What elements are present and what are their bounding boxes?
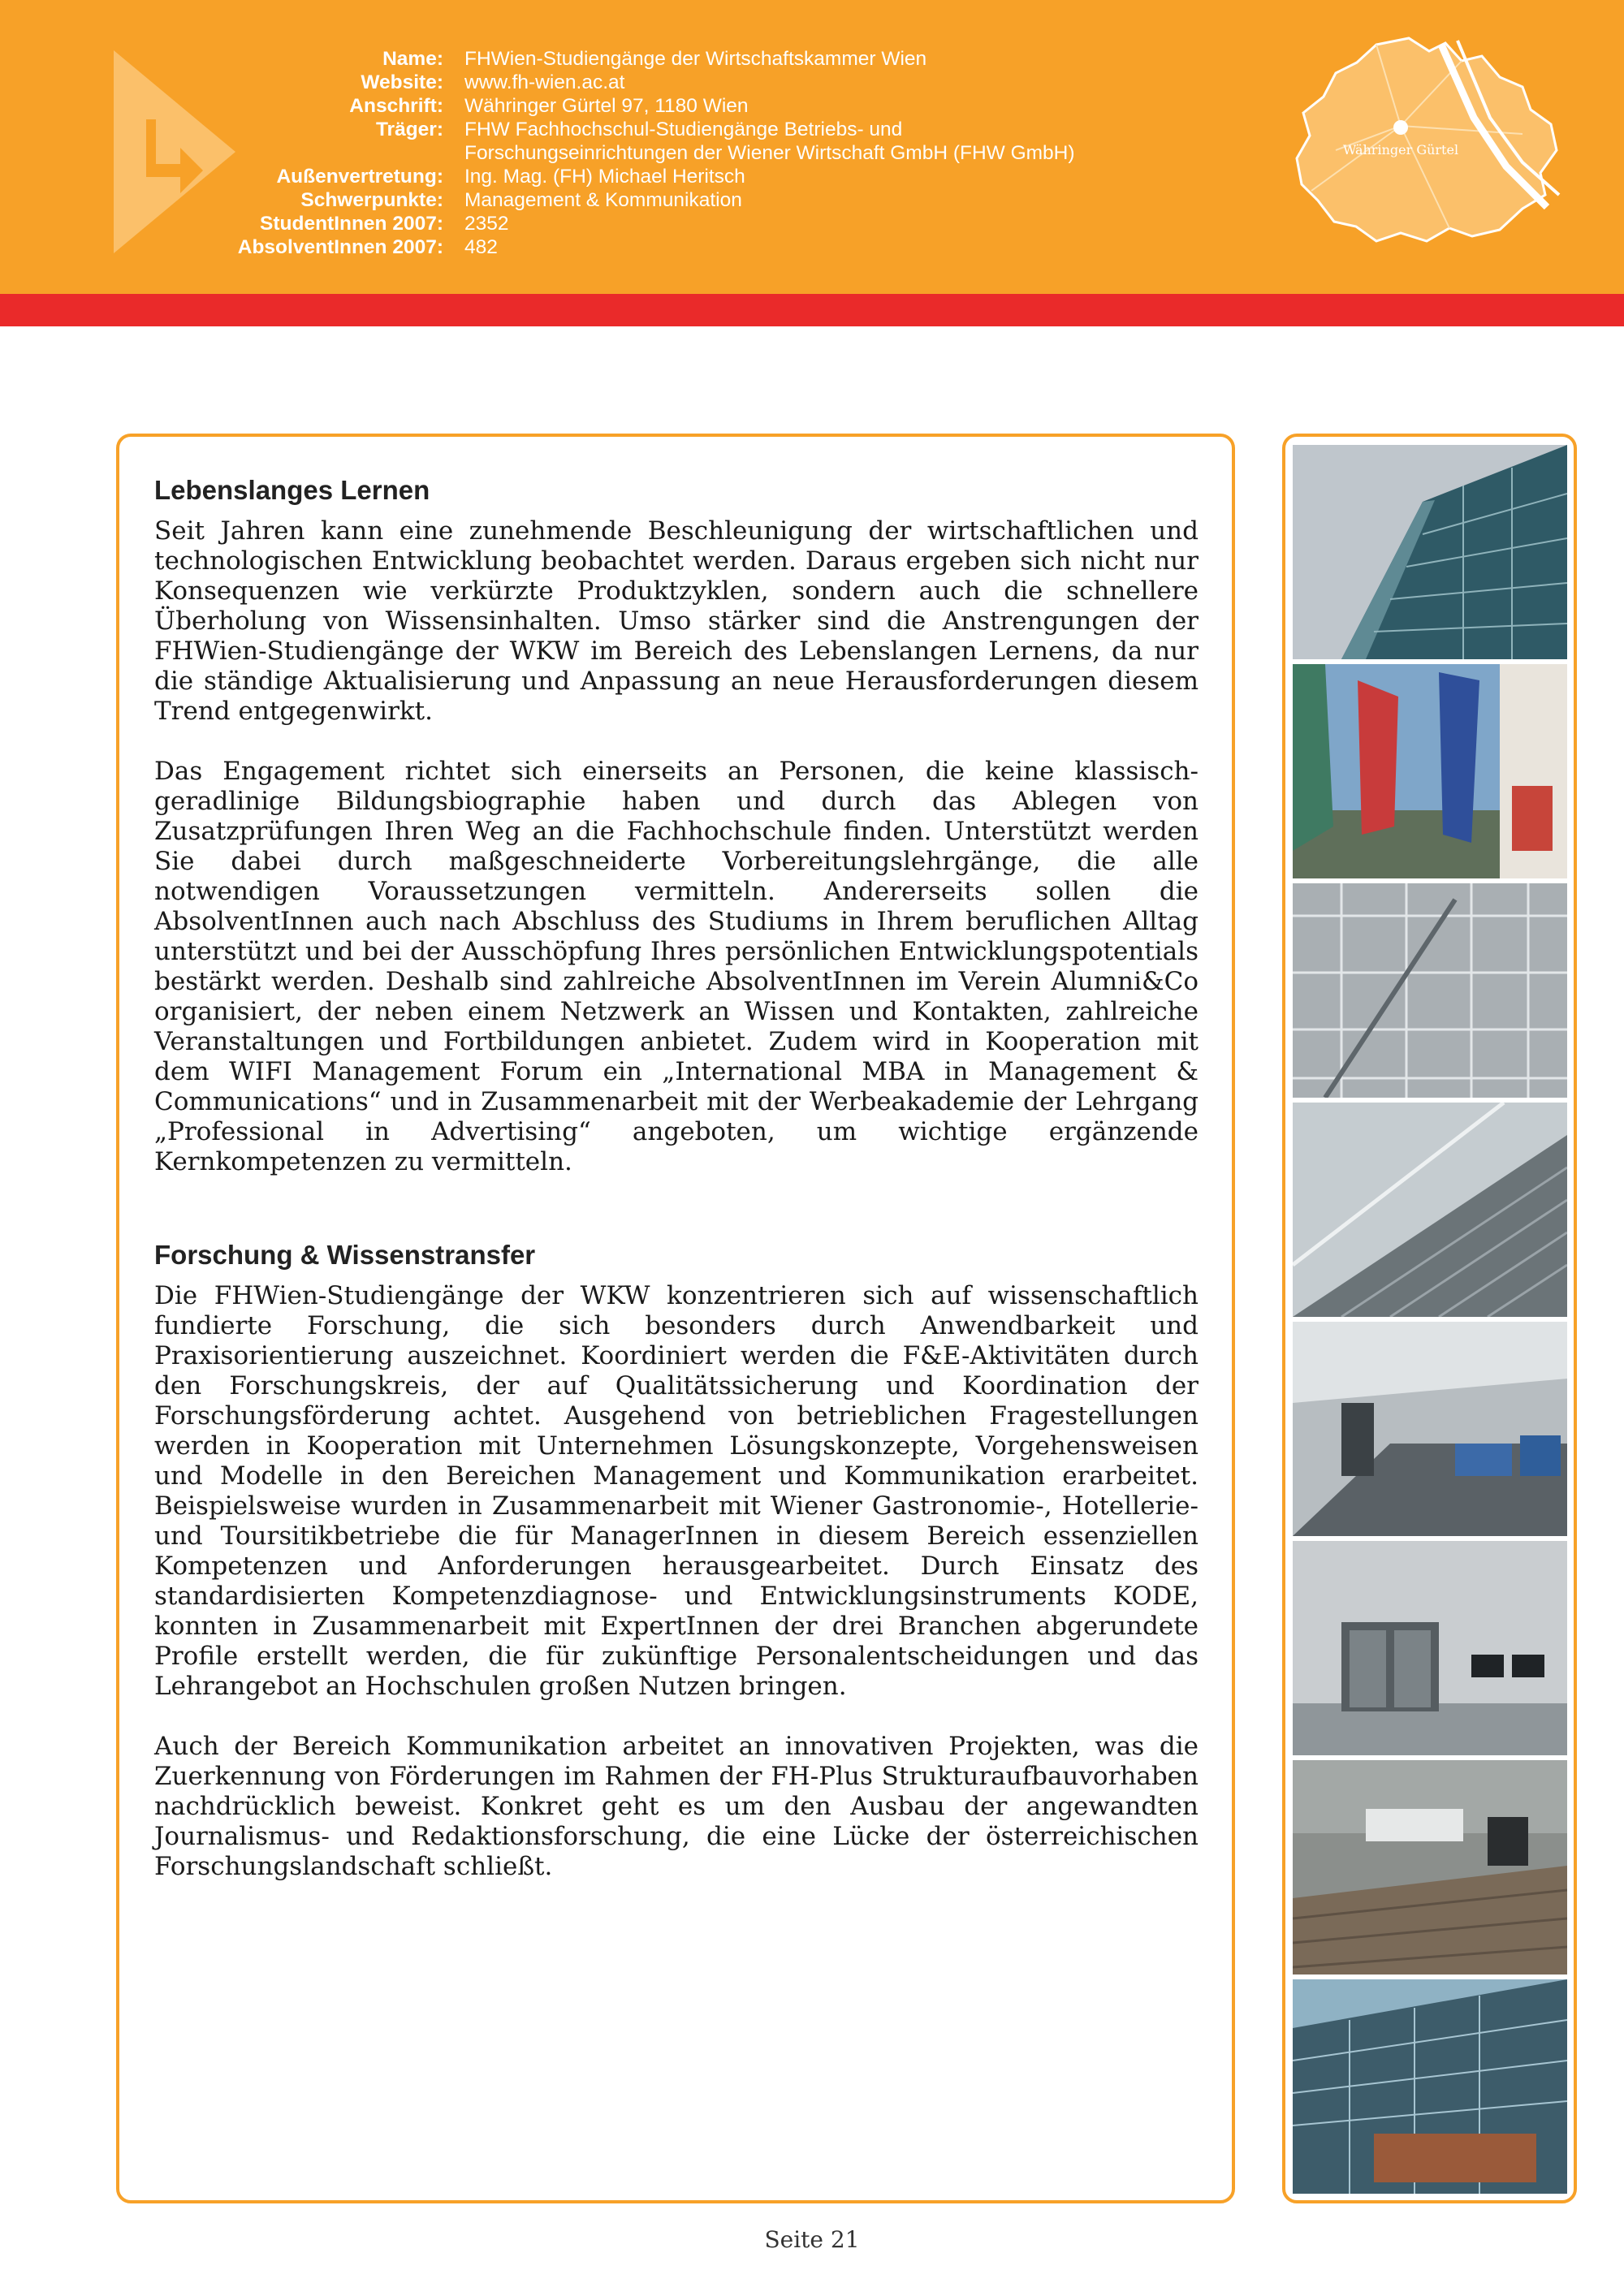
info-value: FHW Fachhochschul-Studiengänge Betriebs- und: [464, 119, 903, 140]
photo-atrium: [1293, 883, 1567, 1098]
info-label: AbsolventInnen 2007:: [237, 236, 443, 258]
photo-entrance-hall: [1293, 1541, 1567, 1755]
paragraph: Das Engagement richtet sich einerseits an Personen, die keine klassisch-geradlinige Bildungsbiographie haben und durch das Ablegen von Zusatzprüfungen Ihren Weg an die Fachhochschule finden. Unterstützt werden Sie dabei durch maßgeschneiderte Vorbereitungslehrgänge, die alle notwendigen Voraussetzungen vermitteln. Andererseits sollen die AbsolventInnen auch nach Abschluss des Studiums in Ihrem beruflichen Alltag unterstützt und bei der Ausschöpfung Ihres persönlichen Entwicklungspotentials bestärkt werden. Deshalb sind zahlreiche AbsolventInnen im Verein Alumni&Co organisiert, der neben einem Netzwerk an Wissen und Kontakten, zahlreiche Veranstaltungen und Fortbildungen anbietet. Zudem wird in Kooperation mit dem WIFI Management Forum ein „International MBA in Management & Communications“ und in Zusammenarbeit mit der Werbeakademie der Lehrgang „Professional in Advertising“ angeboten, um wichtige ergänzende Kernkompetenzen zu vermitteln.: [154, 757, 1199, 1176]
info-label: [162, 141, 464, 165]
info-value: FHWien-Studiengänge der Wirtschaftskammer Wien: [464, 48, 927, 70]
map-location-label: Währinger Gürtel: [1342, 142, 1459, 158]
info-row-address: [162, 94, 1082, 118]
info-row-name: [162, 47, 1082, 71]
info-value: Ing. Mag. (FH) Michael Heritsch: [464, 166, 745, 188]
info-label: Schwerpunkte:: [300, 189, 443, 211]
info-row-representation: [162, 165, 1082, 188]
info-label: Name:: [382, 48, 443, 70]
section-title: Forschung & Wissenstransfer: [154, 1240, 536, 1270]
info-row-graduates: [162, 235, 1082, 259]
info-row-operator-cont: [162, 141, 1082, 165]
photo-column: [1293, 445, 1567, 2199]
info-value: Währinger Gürtel 97, 1180 Wien: [464, 95, 749, 117]
section-lifelong-learning: [154, 474, 1199, 1177]
photo-courtyard: [1293, 1760, 1567, 1974]
info-row-students: [162, 212, 1082, 235]
info-row-focus: [162, 188, 1082, 212]
info-label: Website:: [361, 71, 443, 93]
header-red-stripe: [0, 294, 1624, 326]
info-value: Management & Kommunikation: [464, 189, 742, 211]
paragraph: Die FHWien-Studiengänge der WKW konzentrieren sich auf wissenschaftlich fundierte Forschung, die sich besonders durch Anwendbarkeit und Praxisorientierung auszeichnet. Koordiniert werden die F&E-Aktivitäten durch den Forschungskreis, der auf Qualitätssicherung und Koordination der Forschungsförderung achtet. Ausgehend von betrieblichen Fragestellungen werden in Kooperation mit Unternehmen Lösungskonzepte, Vorgehensweisen und Modelle in den Bereichen Management und Kommunikation erarbeitet. Beispielsweise wurden in Zusammenarbeit mit Wiener Gastronomie-, Hotellerie- und Toursitikbetriebe die für ManagerInnen in diesem Bereich essenziellen Kompetenzen und Anforderungen herausgearbeitet. Durch Einsatz des standardisierten Kompetenzdiagnose- und Entwicklungsinstruments KODE, konnten in Zusammenarbeit mit ExpertInnen der drei Branchen abgerundete Profile erstellt werden, die für zukünftige Personalentscheidungen und das Lehrangebot an Hochschulen großen Nutzen bringen.: [154, 1281, 1199, 1701]
website-link[interactable]: www.fh-wien.ac.at: [464, 71, 625, 93]
info-label: Außenvertretung:: [276, 166, 443, 188]
info-row-operator: [162, 118, 1082, 141]
photo-staircase: [1293, 1103, 1567, 1317]
section-research: [154, 1239, 1199, 1882]
page-number: Seite 21: [764, 2226, 860, 2253]
info-label: Anschrift:: [349, 95, 443, 117]
photo-lounge: [1293, 1322, 1567, 1536]
info-value: 482: [464, 236, 498, 258]
info-value: Forschungseinrichtungen der Wiener Wirtschaft GmbH (FHW GmbH): [464, 142, 1075, 164]
paragraph: Auch der Bereich Kommunikation arbeitet an innovativen Projekten, was die Zuerkennung von Förderungen im Rahmen der FH-Plus Strukturaufbauvorhaben nachdrücklich beweist. Konkret geht es um den Ausbau der angewandten Journalismus- und Redaktionsforschung, die eine Lücke der österreichischen Forschungslandschaft schließt.: [154, 1732, 1199, 1881]
institution-info: [162, 47, 1082, 259]
photo-flags: [1293, 664, 1567, 878]
photo-exterior-glass: [1293, 1979, 1567, 2194]
photo-building-facade: [1293, 445, 1567, 659]
section-title: Lebenslanges Lernen: [154, 475, 430, 505]
paragraph: Seit Jahren kann eine zunehmende Beschleunigung der wirtschaftlichen und technologischen Entwicklung beobachtet werden. Daraus ergeben sich nicht nur Konsequenzen wie verkürzte Produktzyklen, sondern auch die schnellere Überholung von Wissensinhalten. Umso stärker sind die Anstrengungen der FHWien-Studiengänge der WKW im Bereich des Lebenslangen Lernens, da nur die ständige Aktualisierung und Anpassung an neue Herausforderungen diesem Trend entgegenwirkt.: [154, 516, 1199, 726]
info-label: Träger:: [375, 119, 443, 140]
vienna-map: [1287, 28, 1563, 252]
info-value: 2352: [464, 213, 509, 235]
info-row-website: [162, 71, 1082, 94]
info-label: StudentInnen 2007:: [260, 213, 443, 235]
